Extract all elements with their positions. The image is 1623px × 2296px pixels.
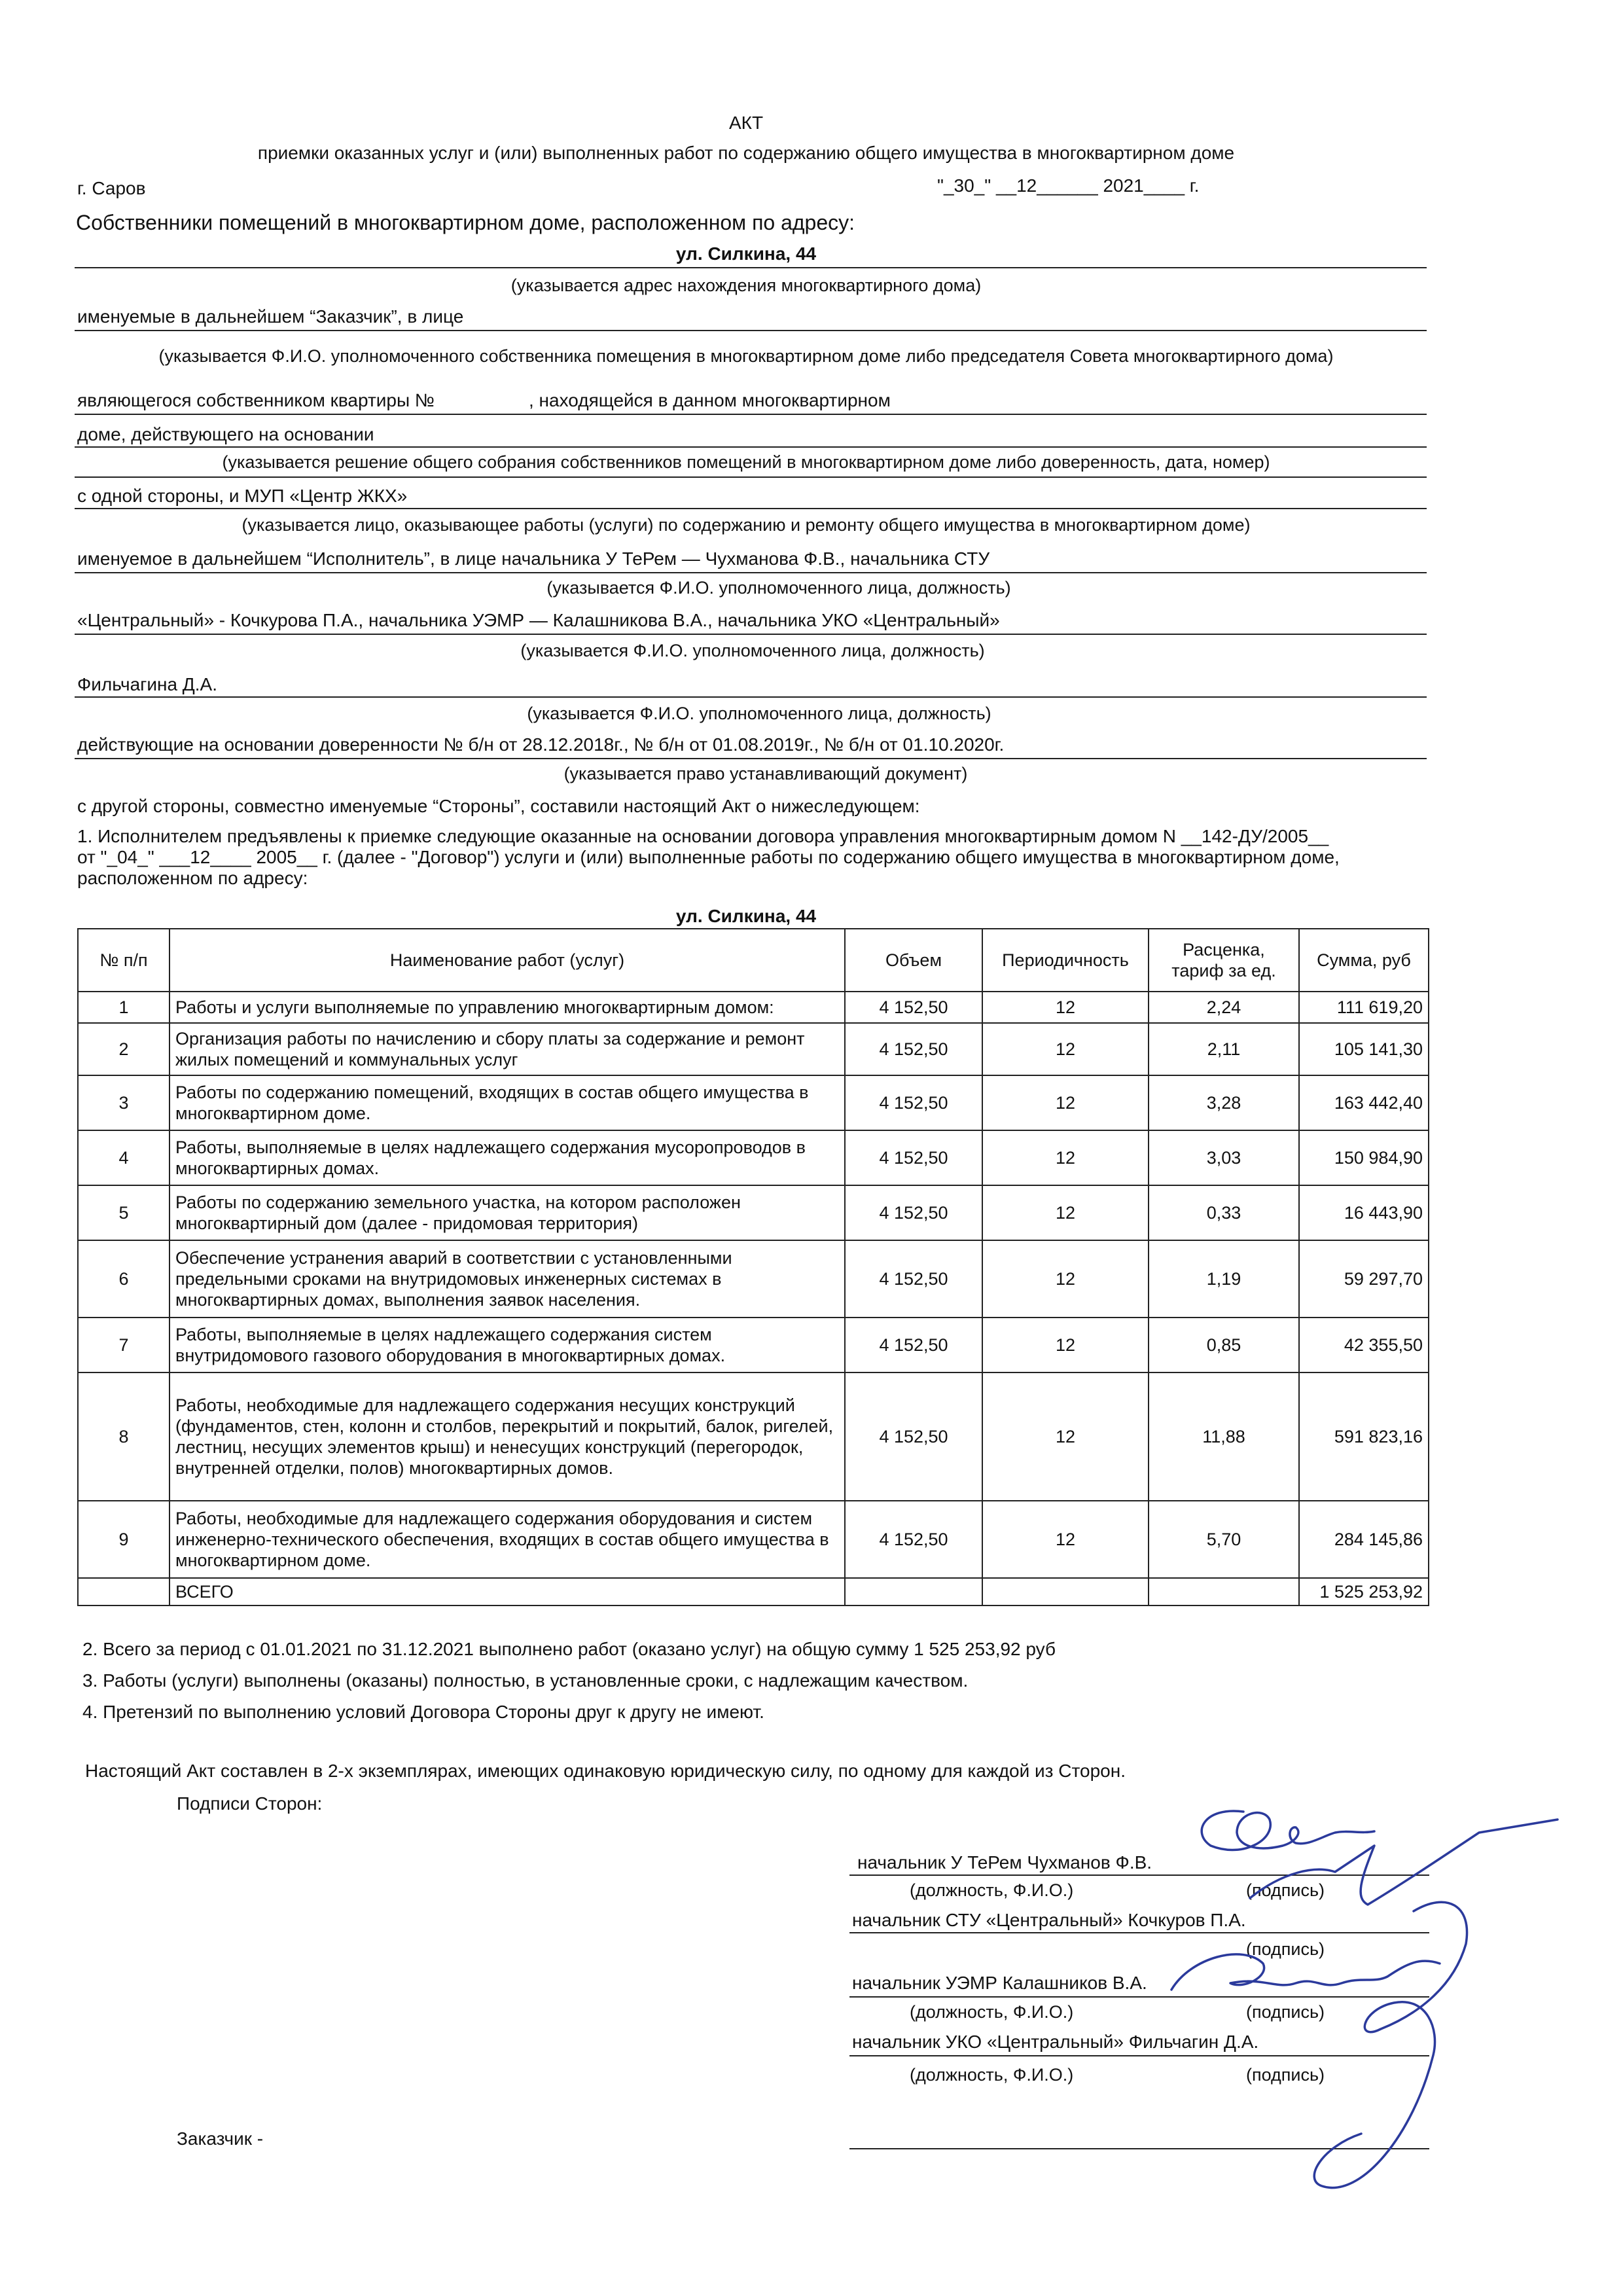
signatory-4-line	[849, 2055, 1429, 2056]
cell-rate: 2,11	[1149, 1023, 1299, 1075]
col-header-sum: Сумма, руб	[1299, 929, 1429, 992]
customer-sign-line	[849, 2148, 1429, 2149]
cell-rate: 11,88	[1149, 1372, 1299, 1501]
signatory-3-line	[849, 1996, 1429, 1998]
cell-sum: 111 619,20	[1299, 992, 1429, 1023]
cell-number: 7	[78, 1318, 169, 1372]
signatory-3: начальник УЭМР Калашников В.А.	[852, 1973, 1147, 1993]
table-row	[78, 1240, 1429, 1318]
cell-name: Работы и услуги выполняемые по управлению многоквартирным домом:	[169, 992, 845, 1023]
sig-caption-position-1: (должность, Ф.И.О.)	[910, 1880, 1074, 1900]
clause1-line2: от "_04_" ___12____ 2005__ г. (далее - "Договор") услуги и (или) выполненные работы по содержанию общего имущества в многоквартирном доме,	[77, 847, 1340, 867]
contractor-underline-3	[75, 696, 1427, 698]
person-caption-3: (указывается Ф.И.О. уполномоченного лица, должность)	[527, 704, 991, 723]
authority-underline	[75, 758, 1427, 759]
cell-empty	[845, 1578, 982, 1605]
cell-name: Организация работы по начислению и сбору платы за содержание и ремонт жилых помещений и коммунальных услуг	[169, 1023, 845, 1075]
sig-caption-sign-1: (подпись)	[1246, 1880, 1325, 1900]
cell-rate: 1,19	[1149, 1240, 1299, 1318]
act-subtitle: приемки оказанных услуг и (или) выполненных работ по содержанию общего имущества в многоквартирном доме	[257, 143, 1235, 163]
person-caption-1: (указывается Ф.И.О. уполномоченного лица, должность)	[546, 578, 1011, 598]
cell-rate: 2,24	[1149, 992, 1299, 1023]
cell-name: Работы, необходимые для надлежащего содержания оборудования и систем инженерно-технического обеспечения, входящих в состав общего имущества в многоквартирном доме.	[169, 1501, 845, 1578]
customer-underline	[75, 330, 1427, 331]
sig-caption-sign-4: (подпись)	[1246, 2065, 1325, 2085]
cell-sum: 150 984,90	[1299, 1130, 1429, 1185]
cell-number: 4	[78, 1130, 169, 1185]
basis-caption-underline	[75, 476, 1427, 478]
contractor-line-2: «Центральный» - Кочкурова П.А., начальника УЭМР — Калашникова В.А., начальника УКО «Центральный»	[77, 610, 1000, 630]
works-table	[77, 928, 1429, 1606]
address-underline	[75, 267, 1427, 268]
cell-volume: 4 152,50	[845, 1372, 982, 1501]
cell-sum: 105 141,30	[1299, 1023, 1429, 1075]
cell-name: Работы по содержанию земельного участка, на котором расположен многоквартирный дом (далее - придомовая территория)	[169, 1185, 845, 1240]
clause-2: 2. Всего за период с 01.01.2021 по 31.12.2021 выполнено работ (оказано услуг) на общую сумму 1 525 253,92 руб	[82, 1639, 1056, 1659]
one-side: с одной стороны, и МУП «Центр ЖКХ»	[77, 486, 408, 506]
cell-number: 1	[78, 992, 169, 1023]
cell-rate: 0,33	[1149, 1185, 1299, 1240]
cell-sum: 16 443,90	[1299, 1185, 1429, 1240]
col-header-volume: Объем	[845, 929, 982, 992]
contractor-underline	[75, 572, 1427, 573]
cell-period: 12	[982, 1318, 1149, 1372]
cell-period: 12	[982, 992, 1149, 1023]
customer-line: именуемые в дальнейшем “Заказчик”, в лице	[77, 306, 464, 327]
handwritten-signatures	[1165, 1793, 1584, 2212]
table-row	[78, 992, 1429, 1023]
sig-caption-sign-2: (подпись)	[1246, 1939, 1325, 1959]
signatory-2: начальник СТУ «Центральный» Кочкуров П.А.	[852, 1910, 1246, 1930]
cell-rate: 3,03	[1149, 1130, 1299, 1185]
table-row	[78, 1023, 1429, 1075]
clause1-line3: расположенном по адресу:	[77, 868, 308, 888]
cell-number: 2	[78, 1023, 169, 1075]
cell-volume: 4 152,50	[845, 1023, 982, 1075]
table-row	[78, 1501, 1429, 1578]
signature-1-stroke	[1202, 1811, 1374, 1850]
col-header-period: Периодичность	[982, 929, 1149, 992]
owner-apartment-tail: , находящейся в данном многоквартирном	[529, 390, 891, 410]
cell-volume: 4 152,50	[845, 1075, 982, 1130]
other-side: с другой стороны, совместно именуемые “Стороны”, составили настоящий Акт о нижеследующем:	[77, 796, 920, 816]
table-row	[78, 1075, 1429, 1130]
cell-period: 12	[982, 1023, 1149, 1075]
col-header-name: Наименование работ (услуг)	[169, 929, 845, 992]
cell-sum: 284 145,86	[1299, 1501, 1429, 1578]
cell-sum: 59 297,70	[1299, 1240, 1429, 1318]
sig-caption-position-3: (должность, Ф.И.О.)	[910, 2002, 1074, 2022]
basis-caption: (указывается решение общего собрания собственников помещений в многоквартирном доме либо доверенность, дата, номер)	[222, 452, 1270, 472]
cell-sum: 591 823,16	[1299, 1372, 1429, 1501]
authority-caption: (указывается право устанавливающий документ)	[563, 764, 968, 783]
cell-number: 8	[78, 1372, 169, 1501]
col-header-rate: Расценка, тариф за ед.	[1149, 929, 1299, 992]
table-row	[78, 1318, 1429, 1372]
signatory-4: начальник УКО «Центральный» Фильчагин Д.А.	[852, 2032, 1259, 2052]
act-title: АКТ	[728, 113, 764, 133]
sig-caption-position-4: (должность, Ф.И.О.)	[910, 2065, 1074, 2085]
apartment-underline	[75, 414, 1427, 415]
table-header-row	[78, 929, 1429, 992]
customer-caption: (указывается Ф.И.О. уполномоченного собственника помещения в многоквартирном доме либо председателя Совета многоквартирного дома)	[158, 346, 1334, 366]
cell-period: 12	[982, 1372, 1149, 1501]
owners-intro: Собственники помещений в многоквартирном доме, расположенном по адресу:	[76, 211, 855, 234]
cell-empty	[1149, 1578, 1299, 1605]
total-sum: 1 525 253,92	[1299, 1578, 1429, 1605]
authority-line: действующие на основании доверенности № б/н от 28.12.2018г., № б/н от 01.08.2019г., № б/н от 01.10.2020г.	[77, 734, 1005, 755]
signatures-title: Подписи Сторон:	[177, 1793, 323, 1814]
cell-volume: 4 152,50	[845, 1501, 982, 1578]
cell-name: Работы, выполняемые в целях надлежащего содержания мусоропроводов в многоквартирных домах.	[169, 1130, 845, 1185]
owner-apartment: являющегося собственником квартиры №	[77, 390, 435, 410]
table-row	[78, 1372, 1429, 1501]
sig-caption-sign-3: (подпись)	[1246, 2002, 1325, 2022]
address: ул. Силкина, 44	[675, 243, 817, 264]
act-date: "_30_" __12______ 2021____ г.	[937, 175, 1200, 196]
clause1-line1: 1. Исполнителем предъявлены к приемке следующие оказанные на основании договора управления многоквартирным домом N __142-ДУ/2005__	[77, 826, 1329, 846]
table-row	[78, 1130, 1429, 1185]
cell-number: 3	[78, 1075, 169, 1130]
cell-number: 9	[78, 1501, 169, 1578]
signature-3-stroke	[1171, 1954, 1440, 1990]
basis-underline	[75, 446, 1427, 448]
contractor-line: именуемое в дальнейшем “Исполнитель”, в лице начальника У ТеРем — Чухманова Ф.В., начальника СТУ	[77, 548, 990, 569]
table-row	[78, 1185, 1429, 1240]
contractor-line-3: Фильчагина Д.А.	[77, 674, 218, 694]
clause-4: 4. Претензий по выполнению условий Договора Стороны друг к другу не имеют.	[82, 1702, 764, 1722]
table-address: ул. Силкина, 44	[675, 906, 817, 926]
cell-sum: 163 442,40	[1299, 1075, 1429, 1130]
closing-text: Настоящий Акт составлен в 2-х экземплярах, имеющих одинаковую юридическую силу, по одному для каждой из Сторон.	[85, 1761, 1126, 1781]
cell-volume: 4 152,50	[845, 1240, 982, 1318]
cell-rate: 3,28	[1149, 1075, 1299, 1130]
cell-name: Работы по содержанию помещений, входящих в состав общего имущества в многоквартирном доме.	[169, 1075, 845, 1130]
cell-empty	[78, 1578, 169, 1605]
contractor-underline-2	[75, 634, 1427, 635]
basis-line: доме, действующего на основании	[77, 424, 374, 444]
col-header-number: № п/п	[78, 929, 169, 992]
cell-number: 6	[78, 1240, 169, 1318]
cell-volume: 4 152,50	[845, 1318, 982, 1372]
clause-3: 3. Работы (услуги) выполнены (оказаны) полностью, в установленные сроки, с надлежащим качеством.	[82, 1670, 969, 1691]
person-caption-2: (указывается Ф.И.О. уполномоченного лица, должность)	[520, 641, 985, 660]
cell-rate: 0,85	[1149, 1318, 1299, 1372]
signature-4-stroke	[1314, 1902, 1467, 2187]
customer-sign-label: Заказчик -	[177, 2128, 264, 2149]
contractor-caption: (указывается лицо, оказывающее работы (услуги) по содержанию и ремонту общего имущества в многоквартирном доме)	[241, 515, 1251, 535]
signatory-1: начальник У ТеРем Чухманов Ф.В.	[857, 1852, 1152, 1873]
cell-period: 12	[982, 1185, 1149, 1240]
address-caption: (указывается адрес нахождения многоквартирного дома)	[510, 276, 982, 295]
cell-period: 12	[982, 1075, 1149, 1130]
cell-empty	[982, 1578, 1149, 1605]
cell-name: Работы, необходимые для надлежащего содержания несущих конструкций (фундаментов, стен, колонн и столбов, перекрытий и покрытий, балок, ригелей, лестниц, несущих элементов крыш) и ненесущих конструкций (перегородок, внутренней отделки, полов) многоквартирных домов.	[169, 1372, 845, 1501]
cell-name: Обеспечение устранения аварий в соответствии с установленными предельными сроками на внутридомовых инженерных системах в многоквартирных домах, выполнения заявок населения.	[169, 1240, 845, 1318]
signatory-1-line	[849, 1874, 1429, 1876]
cell-period: 12	[982, 1130, 1149, 1185]
cell-volume: 4 152,50	[845, 1185, 982, 1240]
cell-period: 12	[982, 1240, 1149, 1318]
cell-period: 12	[982, 1501, 1149, 1578]
city: г. Саров	[77, 178, 146, 198]
cell-rate: 5,70	[1149, 1501, 1299, 1578]
cell-name: Работы, выполняемые в целях надлежащего содержания систем внутридомового газового оборудования в многоквартирных домах.	[169, 1318, 845, 1372]
one-side-underline	[75, 508, 1427, 509]
signatory-2-line	[849, 1932, 1429, 1933]
table-total-row	[78, 1578, 1429, 1605]
total-label: ВСЕГО	[169, 1578, 845, 1605]
cell-volume: 4 152,50	[845, 1130, 982, 1185]
cell-sum: 42 355,50	[1299, 1318, 1429, 1372]
cell-number: 5	[78, 1185, 169, 1240]
cell-volume: 4 152,50	[845, 992, 982, 1023]
